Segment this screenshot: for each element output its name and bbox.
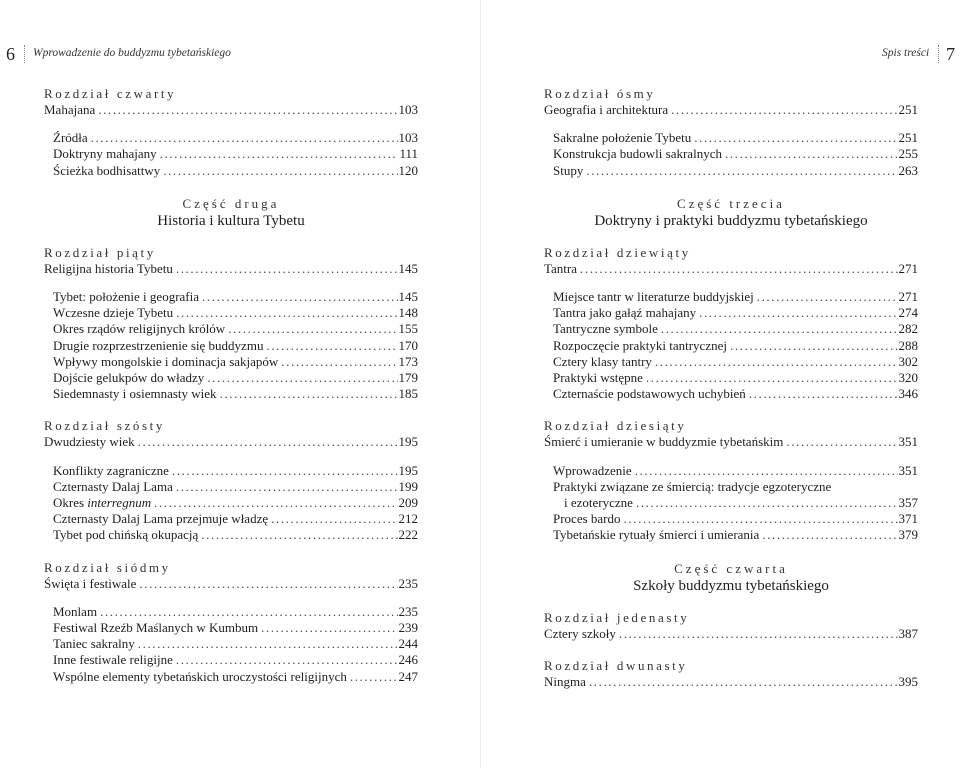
dot-leader xyxy=(725,146,898,162)
dot-leader xyxy=(261,620,397,636)
entry-title: Święta i festiwale xyxy=(44,575,137,591)
toc-entry xyxy=(44,479,418,495)
entry-title: Tybetańskie rytuały śmierci i umierania xyxy=(553,527,760,543)
toc-chapter-10 xyxy=(544,418,918,543)
entry-title: i ezoteryczne xyxy=(564,495,633,511)
dot-leader xyxy=(786,434,897,450)
running-head: Spis treści xyxy=(882,47,930,59)
dot-leader xyxy=(350,669,398,685)
toc-chapter-5 xyxy=(44,245,418,403)
toc-entry xyxy=(44,527,418,543)
entry-title: Monlam xyxy=(53,603,98,619)
entry-title-italic: interregnum xyxy=(87,495,152,511)
entry-page: 271 xyxy=(898,260,918,276)
entry-page: 179 xyxy=(398,370,418,386)
entry-title: Wprowadzenie xyxy=(553,462,632,478)
entry-page: 145 xyxy=(398,289,418,305)
toc-entry xyxy=(544,321,918,337)
entry-title: Tantryczne symbole xyxy=(553,321,658,337)
chapter-title-entry xyxy=(544,626,918,642)
dot-leader xyxy=(661,321,898,337)
entry-page: 239 xyxy=(398,620,418,636)
dot-leader xyxy=(589,674,898,690)
entry-page: 288 xyxy=(898,337,918,353)
dot-leader xyxy=(271,511,397,527)
dot-leader xyxy=(694,130,897,146)
entry-title: Miejsce tantr w literaturze buddyjskiej xyxy=(553,289,754,305)
entry-page: 351 xyxy=(898,462,918,478)
part-label: Część czwarta xyxy=(674,560,788,576)
dot-leader xyxy=(138,636,398,652)
toc-entry xyxy=(44,511,418,527)
toc-entry xyxy=(44,636,418,652)
dot-leader xyxy=(757,289,898,305)
chapter-heading: Rozdział czwarty xyxy=(44,86,177,101)
entry-page: 351 xyxy=(898,434,918,450)
entry-page: 103 xyxy=(398,102,418,117)
dot-leader xyxy=(586,163,897,179)
dot-leader xyxy=(207,370,397,386)
entry-page: 195 xyxy=(398,462,418,478)
dot-leader xyxy=(580,261,897,277)
toc-entry xyxy=(44,289,418,305)
entry-page: 251 xyxy=(898,102,918,117)
part-label: Część trzecia xyxy=(677,195,785,211)
entry-title: Wpływy mongolskie i dominacja sakjapów xyxy=(53,353,279,369)
dot-leader xyxy=(636,495,898,511)
dot-leader xyxy=(163,163,397,179)
entry-title: Dojście gelukpów do władzy xyxy=(53,370,205,386)
entry-page: 387 xyxy=(898,625,918,641)
chapter-title-entry xyxy=(544,434,918,450)
dot-leader xyxy=(762,527,897,543)
toc-entry xyxy=(544,463,918,479)
entry-page: 282 xyxy=(898,321,918,337)
toc-chapter-11 xyxy=(544,610,918,642)
entry-page: 120 xyxy=(398,162,418,178)
chapter-title-entry xyxy=(44,434,418,450)
entry-page: 255 xyxy=(898,146,918,162)
chapter-heading: Rozdział ósmy xyxy=(544,86,656,101)
entry-title: Ścieżka bodhisattwy xyxy=(53,162,161,178)
toc-entry xyxy=(44,354,418,370)
entry-page: 263 xyxy=(898,162,918,178)
chapter-title-entry xyxy=(44,576,418,592)
entry-title: Czternaście podstawowych uchybień xyxy=(553,386,746,402)
entry-page: 209 xyxy=(398,495,418,511)
entry-title: Cztery klasy tantry xyxy=(553,353,652,369)
entry-page: 371 xyxy=(898,511,918,527)
toc-entry xyxy=(44,669,418,685)
dot-leader xyxy=(98,102,397,118)
toc-entry xyxy=(544,354,918,370)
chapter-title-entry xyxy=(44,102,418,118)
entry-title: Praktyki wstępne xyxy=(553,370,643,386)
dot-leader xyxy=(139,576,397,592)
toc-entry xyxy=(544,370,918,386)
entry-title: Tybet pod chińską okupacją xyxy=(53,527,199,543)
dot-leader xyxy=(160,146,399,162)
dot-leader xyxy=(730,338,898,354)
dot-leader xyxy=(138,434,398,450)
entry-page: 357 xyxy=(898,495,918,511)
toc-column-left xyxy=(44,86,418,701)
entry-page: 271 xyxy=(898,289,918,305)
part-title: Szkoły buddyzmu tybetańskiego xyxy=(633,577,829,594)
toc-chapter-7 xyxy=(44,560,418,685)
chapter-heading: Rozdział dwunasty xyxy=(544,657,688,673)
chapter-heading: Rozdział siódmy xyxy=(44,559,171,575)
chapter-title-entry xyxy=(44,261,418,277)
toc-chapter-8 xyxy=(544,86,918,179)
chapter-title-entry xyxy=(544,674,918,690)
entry-title: Czternasty Dalaj Lama przejmuje władzę xyxy=(53,511,269,527)
entry-title: Okres rządów religijnych królów xyxy=(53,321,226,337)
entry-page: 155 xyxy=(398,321,418,337)
page-number: 7 xyxy=(946,44,955,64)
chapter-title-entry xyxy=(544,102,918,118)
entry-title: Religijna historia Tybetu xyxy=(44,260,173,276)
chapter-title-entry xyxy=(544,261,918,277)
entry-title: Źródła xyxy=(53,130,88,146)
page-number: 6 xyxy=(6,44,15,64)
running-head: Wprowadzenie do buddyzmu tybetańskiego xyxy=(33,47,231,59)
dot-leader xyxy=(646,370,898,386)
dot-leader xyxy=(220,386,398,402)
entry-page: 235 xyxy=(398,603,418,619)
dot-leader xyxy=(624,511,898,527)
right-page xyxy=(480,0,960,768)
entry-page: 148 xyxy=(398,305,418,321)
toc-entry xyxy=(544,163,918,179)
part-label: Część druga xyxy=(182,195,280,211)
entry-title: Konstrukcja budowli sakralnych xyxy=(553,146,722,162)
chapter-heading: Rozdział dziewiąty xyxy=(544,244,691,260)
part-heading xyxy=(544,195,918,231)
dot-leader xyxy=(154,495,397,511)
entry-page: 320 xyxy=(898,370,918,386)
dot-leader xyxy=(100,604,397,620)
toc-entry xyxy=(44,386,418,402)
entry-title-prefix: Okres xyxy=(53,495,88,511)
toc-entry xyxy=(44,620,418,636)
dot-leader xyxy=(655,354,898,370)
entry-title: Ningma xyxy=(544,673,586,689)
entry-title: Konflikty zagraniczne xyxy=(53,462,169,478)
chapter-heading: Rozdział piąty xyxy=(44,244,156,260)
entry-title: Rozpoczęcie praktyki tantrycznej xyxy=(553,337,727,353)
entry-page: 246 xyxy=(398,652,418,668)
dot-leader xyxy=(176,305,397,321)
toc-entry xyxy=(544,511,918,527)
entry-title: Wczesne dzieje Tybetu xyxy=(53,305,174,321)
toc-entry xyxy=(44,604,418,620)
toc-entry xyxy=(44,338,418,354)
entry-page: 251 xyxy=(898,130,918,146)
dot-leader xyxy=(281,354,397,370)
header-separator xyxy=(24,45,25,63)
dot-leader xyxy=(172,463,398,479)
toc-entry xyxy=(44,130,418,146)
toc-entry xyxy=(44,370,418,386)
dot-leader xyxy=(749,386,898,402)
dot-leader xyxy=(202,289,397,305)
toc-entry xyxy=(544,386,918,402)
entry-title: Tybet: położenie i geografia xyxy=(53,289,200,305)
toc-entry xyxy=(44,321,418,337)
toc-entry xyxy=(544,130,918,146)
toc-column-right xyxy=(544,86,918,706)
entry-page: 145 xyxy=(398,260,418,276)
dot-leader xyxy=(635,463,898,479)
dot-leader xyxy=(91,130,398,146)
entry-page: 199 xyxy=(398,478,418,494)
chapter-heading: Rozdział szósty xyxy=(44,418,165,434)
entry-title: Wspólne elementy tybetańskich uroczystości religijnych xyxy=(53,668,347,684)
entry-title: Proces bardo xyxy=(553,511,621,527)
toc-chapter-12 xyxy=(544,658,918,690)
entry-page: 235 xyxy=(398,575,418,591)
toc-chapter-6 xyxy=(44,418,418,543)
toc-entry-first-line: Praktyki związane ze śmiercią: tradycje egzoteryczne xyxy=(553,478,832,494)
dot-leader xyxy=(699,305,897,321)
dot-leader xyxy=(266,338,397,354)
entry-title: Festiwal Rzeźb Maślanych w Kumbum xyxy=(53,620,259,636)
toc-entry xyxy=(544,338,918,354)
toc-entry xyxy=(44,495,418,511)
dot-leader xyxy=(176,652,398,668)
dot-leader xyxy=(176,261,398,277)
entry-title: Czternasty Dalaj Lama xyxy=(53,478,173,494)
entry-page: 346 xyxy=(898,386,918,402)
entry-page: 395 xyxy=(898,673,918,689)
toc-entry xyxy=(44,163,418,179)
dot-leader xyxy=(201,527,397,543)
entry-title: Mahajana xyxy=(44,102,96,117)
dot-leader xyxy=(671,102,897,118)
entry-page: 170 xyxy=(398,337,418,353)
entry-page: 379 xyxy=(898,527,918,543)
part-title: Doktryny i praktyki buddyzmu tybetańskiego xyxy=(594,212,868,229)
entry-page: 247 xyxy=(398,668,418,684)
entry-title: Siedemnasty i osiemnasty wiek xyxy=(53,386,217,402)
entry-title: Doktryny mahajany xyxy=(53,146,157,162)
entry-title: Drugie rozprzestrzenienie się buddyzmu xyxy=(53,337,264,353)
entry-title: Tantra jako gałąź mahajany xyxy=(553,305,697,321)
entry-title: Cztery szkoły xyxy=(544,625,616,641)
entry-title: Śmierć i umieranie w buddyzmie tybetańskim xyxy=(544,434,784,450)
dot-leader xyxy=(176,479,398,495)
entry-page: 185 xyxy=(398,386,418,402)
toc-chapter-4 xyxy=(44,86,418,179)
part-heading xyxy=(544,560,918,596)
entry-title: Stupy xyxy=(553,162,584,178)
entry-page: 222 xyxy=(398,527,418,543)
chapter-heading: Rozdział dziesiąty xyxy=(544,418,687,434)
header-separator xyxy=(938,45,939,63)
toc-entry xyxy=(544,146,918,162)
entry-page: 302 xyxy=(898,353,918,369)
entry-page: 274 xyxy=(898,305,918,321)
entry-title: Tantra xyxy=(544,260,578,276)
entry-title: Dwudziesty wiek xyxy=(44,434,135,450)
chapter-heading: Rozdział jedenasty xyxy=(544,609,690,625)
part-title: Historia i kultura Tybetu xyxy=(157,212,305,229)
entry-title: Geografia i architektura xyxy=(544,102,669,117)
toc-entry xyxy=(44,305,418,321)
dot-leader xyxy=(619,626,898,642)
entry-page: 111 xyxy=(399,146,418,162)
entry-page: 173 xyxy=(398,353,418,369)
toc-entry xyxy=(44,652,418,668)
part-heading xyxy=(44,195,418,231)
toc-chapter-9 xyxy=(544,245,918,403)
entry-page: 212 xyxy=(398,511,418,527)
toc-entry-continuation xyxy=(544,495,918,511)
toc-entry xyxy=(44,463,418,479)
toc-entry xyxy=(544,527,918,543)
entry-title xyxy=(53,495,151,511)
entry-page: 103 xyxy=(398,130,418,146)
entry-title: Taniec sakralny xyxy=(53,636,135,652)
entry-page: 244 xyxy=(398,636,418,652)
toc-entry xyxy=(544,289,918,305)
entry-page: 195 xyxy=(398,434,418,450)
dot-leader xyxy=(228,321,397,337)
entry-title: Sakralne położenie Tybetu xyxy=(553,130,692,146)
entry-title: Inne festiwale religijne xyxy=(53,652,173,668)
toc-entry xyxy=(44,146,418,162)
toc-entry xyxy=(544,305,918,321)
